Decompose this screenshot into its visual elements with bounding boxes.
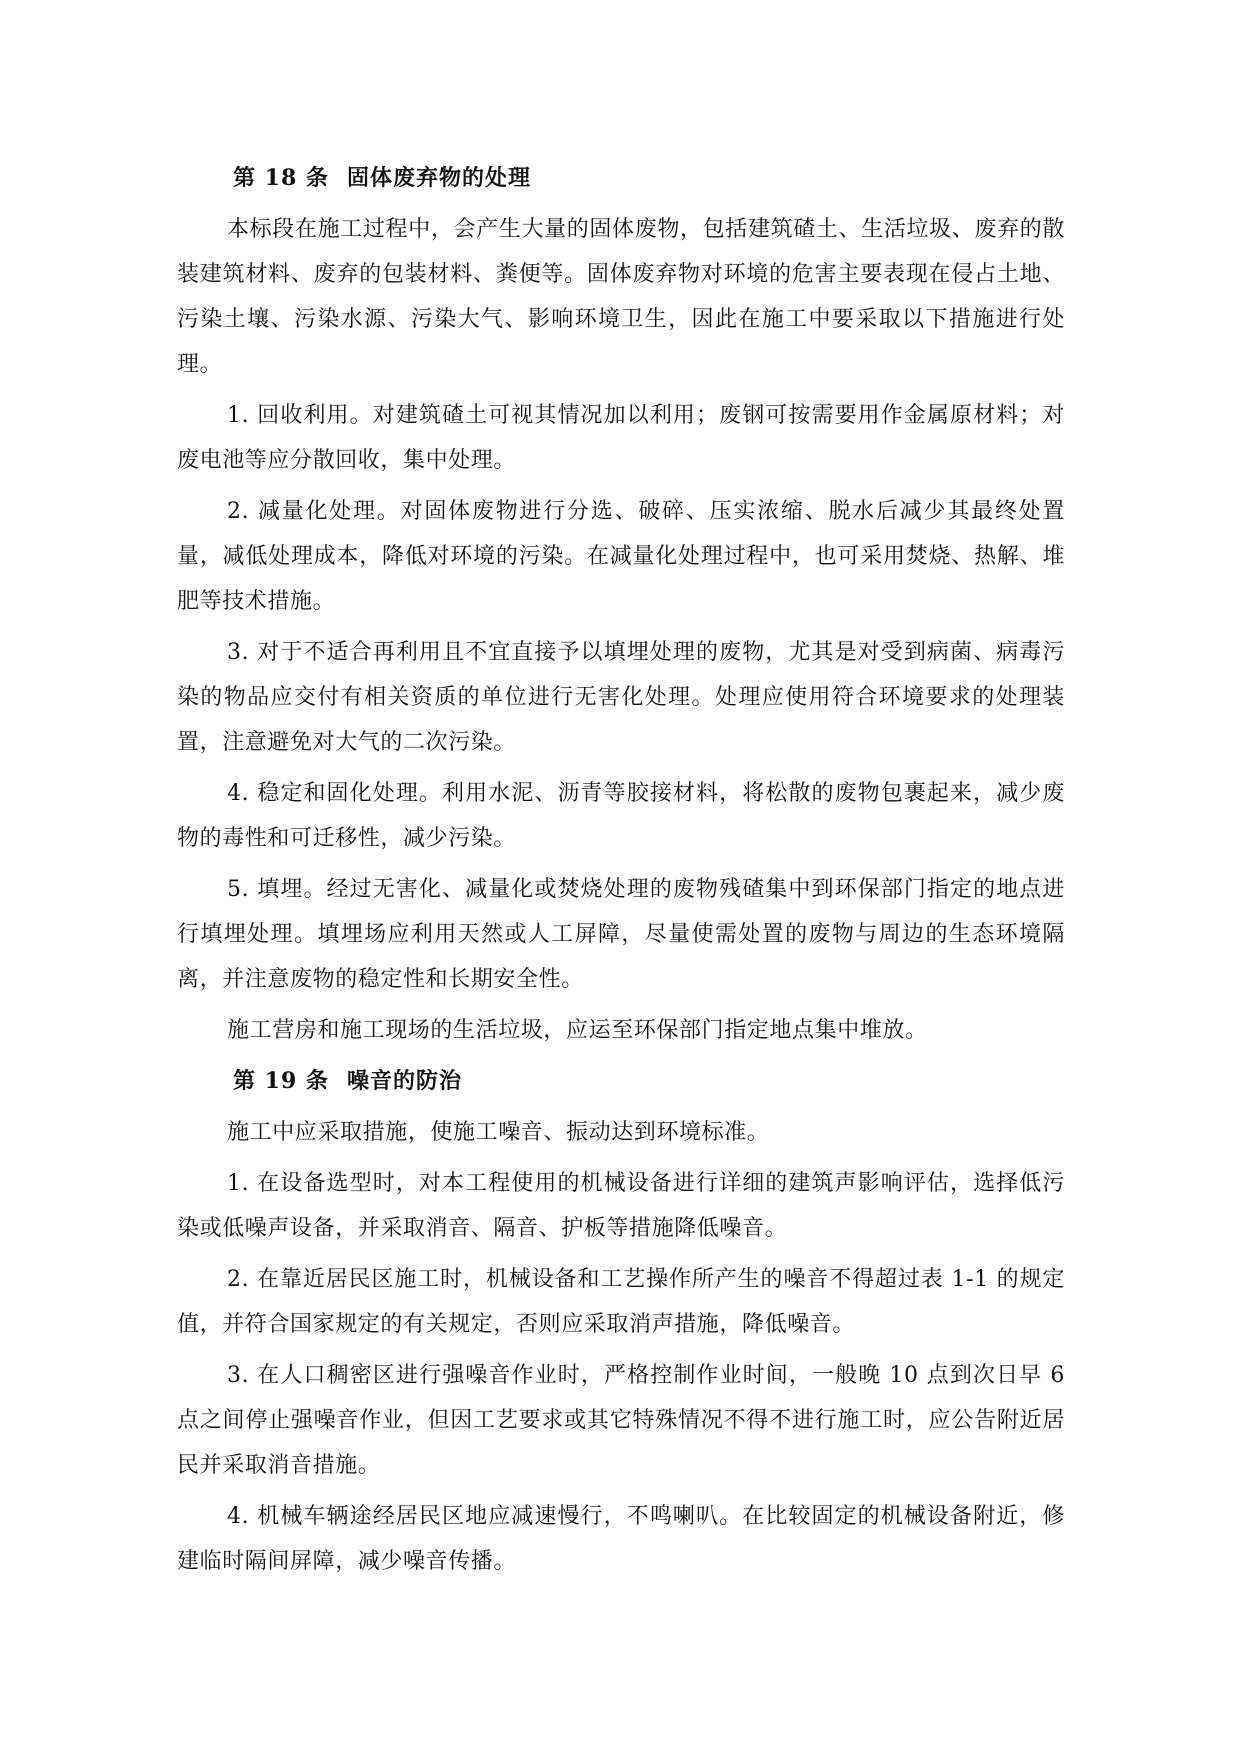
- section-18-item-2: 2. 减量化处理。对固体废物进行分选、破碎、压实浓缩、脱水后减少其最终处置量，减低处理成本，降低对环境的污染。在减量化处理过程中，也可采用焚烧、热解、堆肥等技术措施。: [177, 499, 1065, 614]
- section-18-heading: [177, 156, 1065, 201]
- section-19-item-2: 2. 在靠近居民区施工时，机械设备和工艺操作所产生的噪音不得超过表 1-1 的规定值，并符合国家规定的有关规定，否则应采取消声措施，降低噪音。: [177, 1267, 1065, 1337]
- section-18-number: 第 18 条: [233, 165, 329, 191]
- section-18-item-4: 4. 稳定和固化处理。利用水泥、沥青等胶接材料，将松散的废物包裹起来，减少废物的毒性和可迁移性，减少污染。: [177, 781, 1065, 851]
- section-19-item-3: 3. 在人口稠密区进行强噪音作业时，严格控制作业时间，一般晚 10 点到次日早 6 点之间停止强噪音作业，但因工艺要求或其它特殊情况不得不进行施工时，应公告附近居民并采取消音措施。: [177, 1363, 1065, 1478]
- section-18-item-3: 3. 对于不适合再利用且不宜直接予以填埋处理的废物，尤其是对受到病菌、病毒污染的物品应交付有相关资质的单位进行无害化处理。处理应使用符合环境要求的处理装置，注意避免对大气的二次污染。: [177, 640, 1065, 755]
- section-19-intro: 施工中应采取措施，使施工噪音、振动达到环境标准。: [227, 1120, 770, 1145]
- section-18-closing: 施工营房和施工现场的生活垃圾，应运至环保部门指定地点集中堆放。: [227, 1018, 928, 1043]
- section-18-item-5: 5. 填埋。经过无害化、减量化或焚烧处理的废物残碴集中到环保部门指定的地点进行填埋处理。填埋场应利用天然或人工屏障，尽量使需处置的废物与周边的生态环境隔离，并注意废物的稳定性和长期安全性。: [177, 877, 1065, 992]
- section-19-title: 噪音的防治: [346, 1068, 462, 1094]
- section-19-item-4: 4. 机械车辆途经居民区地应减速慢行，不鸣喇叭。在比较固定的机械设备附近，修建临时隔间屏障，减少噪音传播。: [177, 1504, 1065, 1574]
- section-19-heading: [177, 1059, 1065, 1104]
- section-18-title: 固体废弃物的处理: [346, 165, 531, 191]
- section-19-number: 第 19 条: [233, 1068, 329, 1094]
- section-18-intro: 本标段在施工过程中，会产生大量的固体废物，包括建筑碴土、生活垃圾、废弃的散装建筑材料、废弃的包装材料、粪便等。固体废弃物对环境的危害主要表现在侵占土地、污染土壤、污染水源、污染大气、影响环境卫生，因此在施工中要采取以下措施进行处理。: [177, 217, 1065, 377]
- section-18-item-1: 1. 回收利用。对建筑碴土可视其情况加以利用；废钢可按需要用作金属原材料；对废电池等应分散回收，集中处理。: [177, 403, 1065, 473]
- section-19-item-1: 1. 在设备选型时，对本工程使用的机械设备进行详细的建筑声影响评估，选择低污染或低噪声设备，并采取消音、隔音、护板等措施降低噪音。: [177, 1171, 1065, 1241]
- document-page: [177, 156, 1065, 1584]
